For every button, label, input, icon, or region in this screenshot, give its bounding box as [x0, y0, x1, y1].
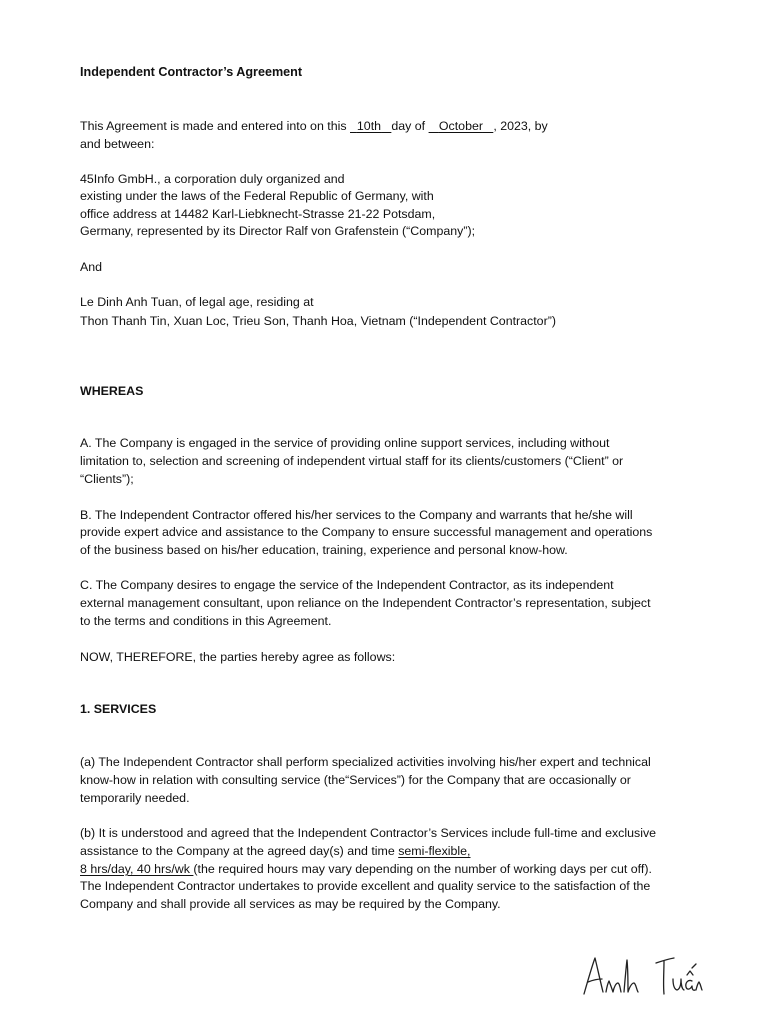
intro-day-label: day of: [391, 119, 426, 133]
and-label: And: [80, 260, 103, 274]
services-a-line: (a) The Independent Contractor shall perform specialized activities involving his/her expert and technical: [80, 755, 651, 769]
services-b-line: 8 hrs/day, 40 hrs/wk (the required hours may vary depending on the number of working days per cut off).: [80, 862, 652, 876]
schedule-type: semi-flexible,: [398, 844, 471, 858]
clause-a-line: A. The Company is engaged in the service of providing online support services, including without: [80, 436, 610, 450]
document-title: Independent Contractor’s Agreement: [80, 65, 303, 79]
services-heading: 1. SERVICES: [80, 702, 157, 716]
services-b-line: assistance to the Company at the agreed day(s) and time semi-flexible,: [80, 844, 471, 858]
intro-month-field: October: [438, 119, 483, 133]
party1-line: 45Info GmbH., a corporation duly organized and: [80, 172, 345, 186]
clause-b-line: of the business based on his/her education, training, experience and personal know-how.: [80, 543, 568, 557]
services-a-line: know-how in relation with consulting service (the“Services”) for the Company that are occasionally or: [80, 773, 631, 787]
clause-a-line: limitation to, selection and screening of independent virtual staff for its clients/customers (“Client” or: [80, 454, 624, 468]
now-therefore: NOW, THEREFORE, the parties hereby agree as follows:: [80, 650, 396, 664]
party1-line: existing under the laws of the Federal Republic of Germany, with: [80, 189, 434, 203]
services-b-line: Company and shall provide all services as may be required by the Company.: [80, 897, 501, 911]
intro-line-2: and between:: [80, 137, 155, 151]
party2-line: Thon Thanh Tin, Xuan Loc, Trieu Son, Thanh Hoa, Vietnam (“Independent Contractor”): [80, 314, 556, 328]
party1-line: office address at 14482 Karl-Liebknecht-Strasse 21-22 Potsdam,: [80, 207, 436, 221]
schedule-hours: 8 hrs/day, 40 hrs/wk: [80, 862, 194, 876]
intro-prefix: This Agreement is made and entered into on this: [80, 119, 347, 133]
party1-line: Germany, represented by its Director Ralf von Grafenstein (“Company”);: [80, 224, 476, 238]
services-a-line: temporarily needed.: [80, 791, 190, 805]
whereas-heading: WHEREAS: [80, 384, 144, 398]
clause-b-line: provide expert advice and assistance to the Company to ensure successful management and operations: [80, 525, 653, 539]
services-b-line: The Independent Contractor undertakes to provide excellent and quality service to the satisfaction of the: [80, 879, 651, 893]
clause-a-line: “Clients”);: [80, 472, 134, 486]
party2-line: Le Dinh Anh Tuan, of legal age, residing at: [80, 295, 314, 309]
services-b-line: (b) It is understood and agreed that the Independent Contractor’s Services include full-time and exclusive: [80, 826, 657, 840]
clause-c-line: external management consultant, upon reliance on the Independent Contractor’s representation, subject: [80, 596, 651, 610]
signature-image: [578, 946, 708, 1006]
intro-day-field: 10th: [356, 119, 382, 133]
clause-c-line: C. The Company desires to engage the service of the Independent Contractor, as its independent: [80, 578, 614, 592]
clause-b-line: B. The Independent Contractor offered his/her services to the Company and warrants that he/she will: [80, 508, 633, 522]
clause-c-line: to the terms and conditions in this Agreement.: [80, 614, 332, 628]
intro-year: , 2023, by: [493, 119, 548, 133]
intro-line-1: [80, 117, 548, 135]
